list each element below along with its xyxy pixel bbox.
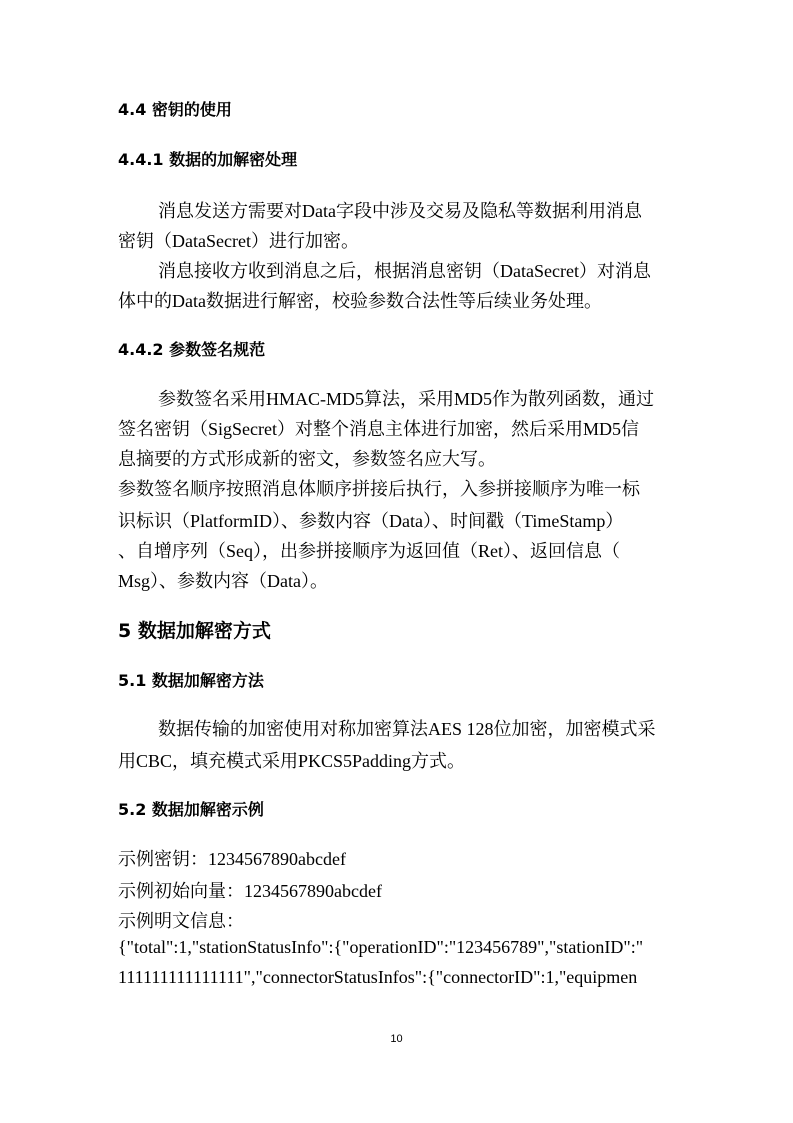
section-heading-4-4: 4.4 密钥的使用: [118, 100, 232, 119]
example-json-line: 111111111111111","connectorStatusInfos":{"connectorID":1,"equipmen: [118, 967, 638, 987]
example-json-line: {"total":1,"stationStatusInfo":{"operationID":"123456789","stationID":": [118, 937, 644, 957]
paragraph-line: 签名密钥（SigSecret）对整个消息主体进行加密，然后采用MD5信: [118, 419, 639, 439]
paragraph-line: 消息接收方收到消息之后，根据消息密钥（DataSecret）对消息: [158, 261, 651, 281]
paragraph-line: 用CBC，填充模式采用PKCS5Padding方式。: [118, 751, 466, 771]
paragraph-line: 息摘要的方式形成新的密文，参数签名应大写。: [118, 449, 496, 469]
section-heading-5-2: 5.2 数据加解密示例: [118, 800, 264, 819]
chapter-heading-5: 5 数据加解密方式: [118, 620, 271, 642]
example-iv-line: 示例初始向量：1234567890abcdef: [118, 881, 382, 901]
section-heading-4-4-2: 4.4.2 参数签名规范: [118, 340, 266, 359]
paragraph-line: 体中的Data数据进行解密，校验参数合法性等后续业务处理。: [118, 291, 602, 311]
paragraph-line: 、自增序列（Seq），出参拼接顺序为返回值（Ret）、返回信息（: [118, 541, 620, 561]
paragraph-line: Msg）、参数内容（Data）。: [118, 571, 328, 591]
paragraph-line: 参数签名采用HMAC-MD5算法，采用MD5作为散列函数，通过: [158, 389, 655, 409]
paragraph-line: 消息发送方需要对Data字段中涉及交易及隐私等数据利用消息: [158, 201, 642, 221]
example-key-line: 示例密钥：1234567890abcdef: [118, 849, 346, 869]
paragraph-line: 密钥（DataSecret）进行加密。: [118, 231, 359, 251]
paragraph-line: 参数签名顺序按照消息体顺序拼接后执行，入参拼接顺序为唯一标: [118, 479, 640, 499]
paragraph-line: 数据传输的加密使用对称加密算法AES 128位加密，加密模式采: [158, 719, 656, 739]
paragraph-line: 识标识（PlatformID）、参数内容（Data）、时间戳（TimeStamp）: [118, 511, 624, 531]
example-plaintext-label: 示例明文信息：: [118, 911, 244, 931]
page-number: 10: [390, 1033, 403, 1045]
section-heading-4-4-1: 4.4.1 数据的加解密处理: [118, 150, 298, 169]
section-heading-5-1: 5.1 数据加解密方法: [118, 671, 264, 690]
